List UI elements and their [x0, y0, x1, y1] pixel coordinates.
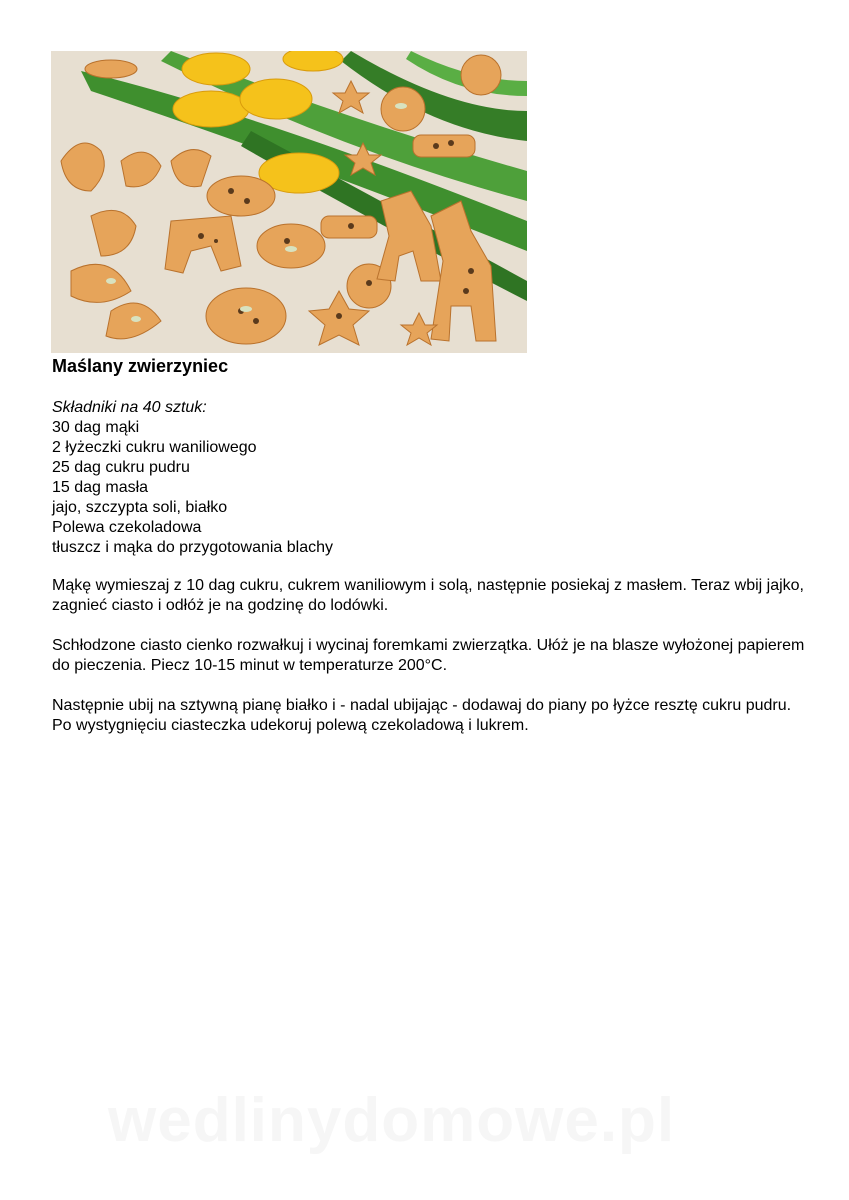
ingredient-item: 2 łyżeczki cukru waniliowego — [52, 439, 257, 456]
ingredients-label: Składniki na 40 sztuk: — [52, 399, 207, 416]
ingredient-item: 30 dag mąki — [52, 419, 140, 436]
ingredient-item: tłuszcz i mąka do przygotowania blachy — [52, 539, 334, 556]
ingredient-item: 15 dag masła — [52, 479, 149, 496]
recipe-photo — [51, 51, 527, 353]
step-paragraph: Schłodzone ciasto cienko rozwałkuj i wycinaj foremkami zwierzątka. Ułóż je na blasze wyłożonej papierem do pieczenia. Piecz 10-15 minut w temperaturze 200°C. — [52, 637, 805, 674]
ingredient-item: jajo, szczypta soli, białko — [52, 499, 228, 516]
step-paragraph: Po wystygnięciu ciasteczka udekoruj polewą czekoladową i lukrem. — [52, 717, 529, 734]
ingredients-list — [52, 418, 333, 558]
ingredient-item: Polewa czekoladowa — [52, 519, 202, 536]
ingredient-item: 25 dag cukru pudru — [52, 459, 190, 476]
cookies-and-tulips-illustration — [51, 51, 527, 353]
recipe-title: Maślany zwierzyniec — [52, 356, 229, 376]
step-paragraph: Mąkę wymieszaj z 10 dag cukru, cukrem waniliowym i solą, następnie posiekaj z masłem. Teraz wbij jajko, zagnieć ciasto i odłóż je na godzinę do lodówki. — [52, 577, 804, 614]
preparation-steps — [52, 576, 812, 736]
site-watermark: wedlinydomowe.pl — [108, 1086, 676, 1155]
step-paragraph: Następnie ubij na sztywną pianę białko i - nadal ubijając - dodawaj do piany po łyżce resztę cukru pudru. — [52, 697, 792, 714]
